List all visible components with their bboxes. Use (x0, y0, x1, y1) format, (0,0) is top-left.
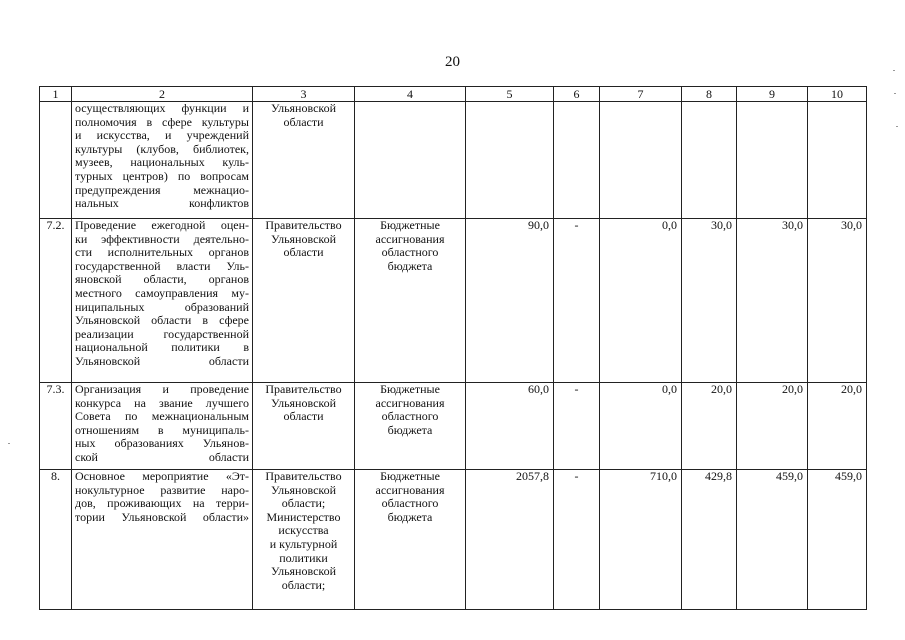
amount-col8: 30,0 (682, 219, 737, 383)
item-name-line: сти исполнительных органов (75, 245, 249, 260)
amount-col10: 20,0 (808, 383, 867, 470)
item-name-line: ской области (75, 449, 249, 464)
executor (253, 102, 355, 219)
table-row (40, 383, 867, 470)
column-header-3: 3 (253, 87, 355, 102)
funding-source-line: ассигнования (375, 231, 445, 246)
executor-line: Ульяновской (270, 231, 337, 246)
item-name-line: Ульяновской области в сфере (75, 313, 249, 328)
executor-line: Ульяновской (270, 395, 337, 410)
column-header-5: 5 (466, 87, 554, 102)
column-header-8: 8 (682, 87, 737, 102)
item-number: 8. (40, 470, 72, 610)
amount-col6: - (554, 470, 600, 610)
scan-mark (893, 70, 895, 71)
executor-line: области (283, 245, 324, 260)
item-name-line: государственной власти Уль- (75, 258, 249, 273)
executor-line: области (283, 114, 324, 129)
funding-source (355, 219, 466, 383)
item-name (72, 470, 253, 610)
column-header-6: 6 (554, 87, 600, 102)
executor-line: политики (279, 550, 328, 565)
amount-col6 (554, 102, 600, 219)
executor-line: Ульяновской (270, 101, 337, 115)
item-name-line: ных образованиях Ульянов- (75, 436, 249, 451)
funding-source-line: Бюджетные (380, 382, 440, 396)
item-name-line: Проведение ежегодной оцен- (75, 218, 249, 232)
executor-line: Ульяновской (270, 564, 337, 579)
funding-source-line: бюджета (387, 509, 433, 524)
item-name-line: полномочия в сфере культуры (75, 114, 249, 129)
item-name (72, 383, 253, 470)
amount-col7: 0,0 (600, 219, 682, 383)
item-name-line: нальных конфликтов (75, 196, 249, 211)
item-name-line: осуществляющих функции и (75, 101, 249, 115)
funding-source-line: бюджета (387, 422, 433, 437)
amount-total: 2057,8 (466, 470, 554, 610)
funding-source-line: ассигнования (375, 395, 445, 410)
funding-source (355, 383, 466, 470)
program-table (39, 86, 867, 610)
column-header-4: 4 (355, 87, 466, 102)
item-name-line: предупреждения межнацио- (75, 182, 249, 197)
item-name-line: и искусства, и учреждений (75, 128, 249, 143)
funding-source-line: областного (381, 409, 439, 424)
amount-col8: 429,8 (682, 470, 737, 610)
item-name-line: конкурса на звание лучшего (75, 395, 249, 410)
amount-col7: 710,0 (600, 470, 682, 610)
item-name-line: Основное мероприятие «Эт- (75, 469, 249, 483)
amount-col9: 459,0 (737, 470, 808, 610)
header-row (40, 87, 867, 102)
amount-total: 90,0 (466, 219, 554, 383)
item-name-line: музеев, национальных куль- (75, 155, 249, 170)
amount-col7 (600, 102, 682, 219)
amount-col9: 20,0 (737, 383, 808, 470)
scan-mark (896, 126, 898, 127)
executor-line: области (283, 409, 324, 424)
column-header-1: 1 (40, 87, 72, 102)
funding-source-line: областного (381, 245, 439, 260)
column-header-10: 10 (808, 87, 867, 102)
scan-mark (894, 93, 896, 94)
funding-source (355, 470, 466, 610)
amount-col8: 20,0 (682, 383, 737, 470)
executor-line: и культурной (269, 536, 338, 551)
executor-line: области; (281, 496, 326, 511)
item-number: 7.3. (40, 383, 72, 470)
column-header-2: 2 (72, 87, 253, 102)
executor (253, 219, 355, 383)
item-name (72, 219, 253, 383)
amount-col10: 459,0 (808, 470, 867, 610)
item-number: 7.2. (40, 219, 72, 383)
item-name-line: национальной политики в (75, 340, 249, 355)
column-header-9: 9 (737, 87, 808, 102)
item-name-line: тории Ульяновской области» (75, 509, 249, 524)
table-row (40, 102, 867, 219)
item-name-line: дов, проживающих на терри- (75, 496, 249, 511)
table-row (40, 219, 867, 383)
amount-total (466, 102, 554, 219)
funding-source-line: Бюджетные (380, 469, 440, 483)
amount-col7: 0,0 (600, 383, 682, 470)
funding-source (355, 102, 466, 219)
amount-col6: - (554, 219, 600, 383)
executor-line: области; (281, 577, 326, 592)
amount-col9: 30,0 (737, 219, 808, 383)
page-number: 20 (445, 54, 460, 70)
funding-source-line: Бюджетные (380, 218, 440, 232)
funding-source-line: бюджета (387, 258, 433, 273)
amount-col10 (808, 102, 867, 219)
item-name-line: ниципальных образований (75, 299, 249, 314)
amount-col8 (682, 102, 737, 219)
item-name-line: яновской области, органов (75, 272, 249, 287)
column-header-7: 7 (600, 87, 682, 102)
item-name-line: Организация и проведение (75, 382, 249, 396)
funding-source-line: ассигнования (375, 482, 445, 497)
item-name-line: реализации государственной (75, 326, 249, 341)
item-name (72, 102, 253, 219)
funding-source-line: областного (381, 496, 439, 511)
executor-line: Правительство (265, 218, 342, 232)
item-number (40, 102, 72, 219)
item-name-line: Ульяновской области (75, 353, 249, 368)
item-name-line: ки эффективности деятельно- (75, 231, 249, 246)
amount-col10: 30,0 (808, 219, 867, 383)
table-row (40, 470, 867, 610)
executor-line: Министерство (266, 509, 341, 524)
scan-mark (8, 443, 10, 444)
item-name-line: Совета по межнациональным (75, 409, 249, 424)
executor-line: искусства (278, 523, 329, 538)
item-name-line: культуры (клубов, библиотек, (75, 141, 249, 156)
executor-line: Правительство (265, 382, 342, 396)
amount-col6: - (554, 383, 600, 470)
amount-total: 60,0 (466, 383, 554, 470)
amount-col9 (737, 102, 808, 219)
item-name-line: отношениям в муниципаль- (75, 422, 249, 437)
executor-line: Правительство (265, 469, 342, 483)
item-name-line: турных центров) по вопросам (75, 168, 249, 183)
item-name-line: нокультурное развитие наро- (75, 482, 249, 497)
item-name-line: местного самоуправления му- (75, 285, 249, 300)
executor-line: Ульяновской (270, 482, 337, 497)
executor (253, 383, 355, 470)
executor (253, 470, 355, 610)
